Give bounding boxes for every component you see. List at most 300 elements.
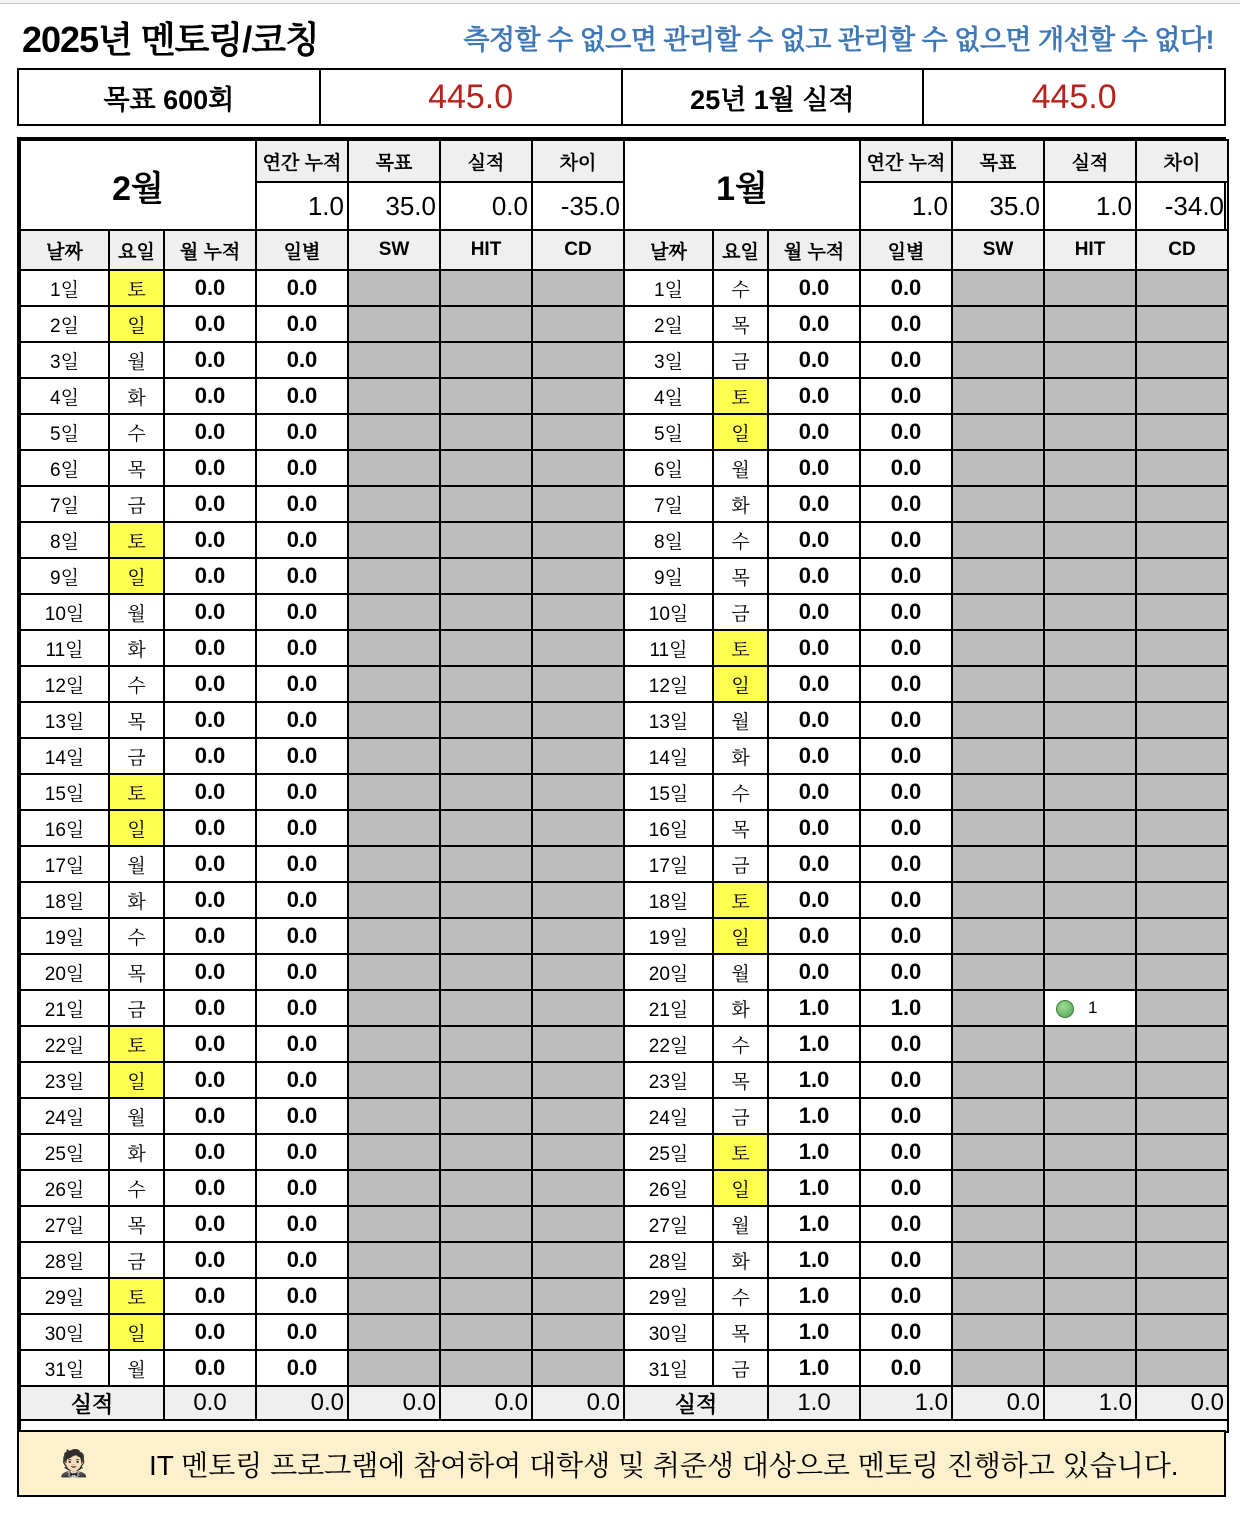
weekday-cell[interactable]: 수 (109, 666, 164, 702)
cd-cell[interactable] (1136, 1134, 1228, 1170)
date-cell[interactable]: 1일 (624, 270, 713, 306)
sw-cell[interactable] (348, 1170, 440, 1206)
weekday-cell[interactable]: 화 (713, 1242, 768, 1278)
weekday-cell[interactable]: 토 (109, 522, 164, 558)
month-cum-cell[interactable]: 0.0 (164, 450, 256, 486)
sw-cell[interactable] (348, 918, 440, 954)
hit-cell[interactable] (1044, 1278, 1136, 1314)
date-cell[interactable]: 4일 (20, 378, 109, 414)
date-cell[interactable]: 6일 (624, 450, 713, 486)
weekday-cell[interactable]: 금 (109, 990, 164, 1026)
daily-cell[interactable]: 0.0 (256, 1062, 348, 1098)
cd-cell[interactable] (532, 378, 624, 414)
daily-cell[interactable]: 0.0 (256, 738, 348, 774)
hit-cell[interactable] (440, 846, 532, 882)
weekday-cell[interactable]: 일 (109, 810, 164, 846)
hit-cell[interactable] (440, 342, 532, 378)
month-cum-cell[interactable]: 0.0 (768, 918, 860, 954)
month-cum-cell[interactable]: 0.0 (164, 738, 256, 774)
weekday-cell[interactable]: 수 (713, 522, 768, 558)
weekday-cell[interactable]: 화 (713, 738, 768, 774)
weekday-cell[interactable]: 금 (109, 1242, 164, 1278)
sw-cell[interactable] (952, 270, 1044, 306)
month-cum-cell[interactable]: 0.0 (164, 306, 256, 342)
actual-value[interactable]: 1.0 (1044, 182, 1136, 230)
date-cell[interactable]: 26일 (624, 1170, 713, 1206)
sw-cell[interactable] (348, 342, 440, 378)
cd-cell[interactable] (1136, 1314, 1228, 1350)
date-cell[interactable]: 6일 (20, 450, 109, 486)
date-cell[interactable]: 1일 (20, 270, 109, 306)
hit-cell[interactable] (1044, 1350, 1136, 1386)
cd-cell[interactable] (1136, 810, 1228, 846)
month-cum-cell[interactable]: 1.0 (768, 1098, 860, 1134)
daily-cell[interactable]: 0.0 (256, 342, 348, 378)
daily-cell[interactable]: 0.0 (860, 702, 952, 738)
month-cum-cell[interactable]: 1.0 (768, 1170, 860, 1206)
cd-cell[interactable] (1136, 270, 1228, 306)
date-cell[interactable]: 11일 (624, 630, 713, 666)
date-cell[interactable]: 25일 (624, 1134, 713, 1170)
sw-cell[interactable] (952, 450, 1044, 486)
daily-cell[interactable]: 0.0 (860, 918, 952, 954)
daily-cell[interactable]: 0.0 (860, 1026, 952, 1062)
date-cell[interactable]: 15일 (624, 774, 713, 810)
date-cell[interactable]: 11일 (20, 630, 109, 666)
hit-cell[interactable] (1044, 558, 1136, 594)
date-cell[interactable]: 29일 (20, 1278, 109, 1314)
sw-cell[interactable] (952, 810, 1044, 846)
target-value[interactable]: 35.0 (348, 182, 440, 230)
weekday-cell[interactable]: 월 (713, 1206, 768, 1242)
weekday-cell[interactable]: 목 (713, 1062, 768, 1098)
sw-cell[interactable] (952, 522, 1044, 558)
date-cell[interactable]: 16일 (624, 810, 713, 846)
month-cum-cell[interactable]: 1.0 (768, 1278, 860, 1314)
month-cum-cell[interactable]: 0.0 (164, 1098, 256, 1134)
date-cell[interactable]: 22일 (20, 1026, 109, 1062)
date-cell[interactable]: 23일 (20, 1062, 109, 1098)
date-cell[interactable]: 14일 (624, 738, 713, 774)
sw-cell[interactable] (348, 882, 440, 918)
sw-cell[interactable] (348, 486, 440, 522)
month-cum-cell[interactable]: 0.0 (768, 450, 860, 486)
weekday-cell[interactable]: 월 (109, 594, 164, 630)
weekday-cell[interactable]: 일 (109, 1314, 164, 1350)
cd-cell[interactable] (532, 882, 624, 918)
hit-cell[interactable] (440, 1062, 532, 1098)
weekday-cell[interactable]: 목 (109, 702, 164, 738)
month-cum-cell[interactable]: 0.0 (164, 882, 256, 918)
cd-cell[interactable] (532, 810, 624, 846)
hit-cell[interactable] (440, 450, 532, 486)
month-cum-cell[interactable]: 0.0 (164, 1314, 256, 1350)
month-cum-cell[interactable]: 0.0 (768, 630, 860, 666)
daily-cell[interactable]: 0.0 (860, 1206, 952, 1242)
sw-cell[interactable] (952, 414, 1044, 450)
cd-cell[interactable] (532, 450, 624, 486)
daily-cell[interactable]: 0.0 (860, 1170, 952, 1206)
hit-cell[interactable] (440, 378, 532, 414)
sw-cell[interactable] (952, 1026, 1044, 1062)
hit-cell[interactable] (1044, 1098, 1136, 1134)
month-cum-cell[interactable]: 1.0 (768, 1134, 860, 1170)
cd-cell[interactable] (532, 558, 624, 594)
sw-cell[interactable] (348, 630, 440, 666)
cd-cell[interactable] (532, 918, 624, 954)
cd-cell[interactable] (532, 738, 624, 774)
cd-cell[interactable] (1136, 666, 1228, 702)
date-cell[interactable]: 8일 (624, 522, 713, 558)
date-cell[interactable]: 24일 (20, 1098, 109, 1134)
cd-cell[interactable] (1136, 1026, 1228, 1062)
sw-cell[interactable] (348, 378, 440, 414)
daily-cell[interactable]: 0.0 (256, 810, 348, 846)
sw-cell[interactable] (348, 1206, 440, 1242)
cd-cell[interactable] (1136, 342, 1228, 378)
sw-cell[interactable] (348, 846, 440, 882)
weekday-cell[interactable]: 월 (109, 342, 164, 378)
month-cum-cell[interactable]: 0.0 (768, 594, 860, 630)
hit-cell[interactable] (1044, 306, 1136, 342)
month-cum-cell[interactable]: 0.0 (164, 846, 256, 882)
sw-cell[interactable] (952, 630, 1044, 666)
hit-cell[interactable] (440, 414, 532, 450)
date-cell[interactable]: 13일 (624, 702, 713, 738)
daily-cell[interactable]: 0.0 (256, 846, 348, 882)
date-cell[interactable]: 29일 (624, 1278, 713, 1314)
daily-cell[interactable]: 1.0 (860, 990, 952, 1026)
hit-cell[interactable] (1044, 414, 1136, 450)
cd-cell[interactable] (532, 1314, 624, 1350)
hit-cell[interactable] (1044, 630, 1136, 666)
cd-cell[interactable] (1136, 1350, 1228, 1386)
month-cum-cell[interactable]: 0.0 (164, 630, 256, 666)
sw-cell[interactable] (348, 522, 440, 558)
sw-cell[interactable] (348, 1098, 440, 1134)
result-value[interactable]: 445.0 (1031, 77, 1117, 116)
daily-cell[interactable]: 0.0 (256, 1278, 348, 1314)
weekday-cell[interactable]: 월 (713, 450, 768, 486)
weekday-cell[interactable]: 수 (109, 1170, 164, 1206)
hit-cell[interactable] (1044, 270, 1136, 306)
date-cell[interactable]: 27일 (624, 1206, 713, 1242)
daily-cell[interactable]: 0.0 (860, 954, 952, 990)
daily-cell[interactable]: 0.0 (860, 1278, 952, 1314)
month-cum-cell[interactable]: 0.0 (164, 1350, 256, 1386)
hit-cell[interactable] (1044, 1314, 1136, 1350)
cd-cell[interactable] (1136, 1206, 1228, 1242)
sw-cell[interactable] (952, 1314, 1044, 1350)
month-cum-cell[interactable]: 0.0 (164, 1170, 256, 1206)
month-cum-cell[interactable]: 0.0 (164, 486, 256, 522)
sw-cell[interactable] (952, 702, 1044, 738)
hit-cell[interactable] (1044, 594, 1136, 630)
cd-cell[interactable] (532, 594, 624, 630)
month-cum-cell[interactable]: 1.0 (768, 1242, 860, 1278)
month-cum-cell[interactable]: 0.0 (768, 486, 860, 522)
weekday-cell[interactable]: 월 (109, 1098, 164, 1134)
cd-cell[interactable] (532, 702, 624, 738)
sw-cell[interactable] (952, 954, 1044, 990)
sw-cell[interactable] (952, 558, 1044, 594)
date-cell[interactable]: 24일 (624, 1098, 713, 1134)
month-cum-cell[interactable]: 1.0 (768, 1062, 860, 1098)
daily-cell[interactable]: 0.0 (860, 810, 952, 846)
sw-cell[interactable] (348, 666, 440, 702)
month-cum-cell[interactable]: 0.0 (164, 810, 256, 846)
sw-cell[interactable] (952, 1350, 1044, 1386)
date-cell[interactable]: 18일 (624, 882, 713, 918)
sw-cell[interactable] (952, 1098, 1044, 1134)
date-cell[interactable]: 3일 (20, 342, 109, 378)
hit-cell[interactable] (440, 1098, 532, 1134)
cd-cell[interactable] (532, 342, 624, 378)
hit-cell[interactable] (1044, 1062, 1136, 1098)
month-cum-cell[interactable]: 0.0 (164, 666, 256, 702)
sw-cell[interactable] (348, 306, 440, 342)
hit-cell[interactable] (1044, 1026, 1136, 1062)
date-cell[interactable]: 17일 (20, 846, 109, 882)
weekday-cell[interactable]: 화 (713, 990, 768, 1026)
sw-cell[interactable] (952, 918, 1044, 954)
weekday-cell[interactable]: 일 (713, 414, 768, 450)
weekday-cell[interactable]: 화 (109, 630, 164, 666)
sw-cell[interactable] (348, 774, 440, 810)
sw-cell[interactable] (952, 342, 1044, 378)
weekday-cell[interactable]: 수 (713, 270, 768, 306)
hit-cell[interactable] (440, 810, 532, 846)
hit-cell[interactable] (440, 918, 532, 954)
daily-cell[interactable]: 0.0 (860, 846, 952, 882)
cd-cell[interactable] (532, 846, 624, 882)
month-cum-cell[interactable]: 0.0 (164, 522, 256, 558)
date-cell[interactable]: 31일 (20, 1350, 109, 1386)
hit-cell[interactable] (1044, 378, 1136, 414)
month-cum-cell[interactable]: 1.0 (768, 990, 860, 1026)
month-cum-cell[interactable]: 0.0 (768, 342, 860, 378)
sw-cell[interactable] (348, 990, 440, 1026)
cd-cell[interactable] (532, 414, 624, 450)
cd-cell[interactable] (532, 1134, 624, 1170)
daily-cell[interactable]: 0.0 (860, 666, 952, 702)
weekday-cell[interactable]: 월 (109, 1350, 164, 1386)
date-cell[interactable]: 30일 (20, 1314, 109, 1350)
hit-cell[interactable] (1044, 774, 1136, 810)
month-cum-cell[interactable]: 0.0 (164, 954, 256, 990)
month-cum-cell[interactable]: 0.0 (164, 378, 256, 414)
daily-cell[interactable]: 0.0 (256, 702, 348, 738)
weekday-cell[interactable]: 토 (713, 1134, 768, 1170)
cd-cell[interactable] (1136, 594, 1228, 630)
weekday-cell[interactable]: 목 (713, 558, 768, 594)
daily-cell[interactable]: 0.0 (256, 918, 348, 954)
cd-cell[interactable] (532, 1098, 624, 1134)
weekday-cell[interactable]: 토 (713, 378, 768, 414)
hit-cell[interactable] (440, 630, 532, 666)
month-cum-cell[interactable]: 0.0 (164, 558, 256, 594)
cd-cell[interactable] (1136, 1242, 1228, 1278)
date-cell[interactable]: 7일 (624, 486, 713, 522)
daily-cell[interactable]: 0.0 (256, 270, 348, 306)
cd-cell[interactable] (532, 1206, 624, 1242)
date-cell[interactable]: 5일 (20, 414, 109, 450)
cd-cell[interactable] (532, 774, 624, 810)
daily-cell[interactable]: 0.0 (256, 306, 348, 342)
sw-cell[interactable] (348, 1314, 440, 1350)
weekday-cell[interactable]: 금 (713, 594, 768, 630)
hit-cell[interactable] (440, 954, 532, 990)
sw-cell[interactable] (348, 1026, 440, 1062)
cd-cell[interactable] (1136, 558, 1228, 594)
hit-cell[interactable] (1044, 954, 1136, 990)
month-cum-cell[interactable]: 0.0 (768, 954, 860, 990)
sw-cell[interactable] (348, 1134, 440, 1170)
date-cell[interactable]: 26일 (20, 1170, 109, 1206)
weekday-cell[interactable]: 화 (713, 486, 768, 522)
hit-cell[interactable] (1044, 702, 1136, 738)
sw-cell[interactable] (952, 774, 1044, 810)
cd-cell[interactable] (1136, 918, 1228, 954)
date-cell[interactable]: 4일 (624, 378, 713, 414)
hit-cell[interactable] (440, 774, 532, 810)
sw-cell[interactable] (952, 378, 1044, 414)
date-cell[interactable]: 22일 (624, 1026, 713, 1062)
hit-cell[interactable] (440, 1134, 532, 1170)
sw-cell[interactable] (348, 1062, 440, 1098)
weekday-cell[interactable]: 금 (713, 846, 768, 882)
daily-cell[interactable]: 0.0 (860, 522, 952, 558)
daily-cell[interactable]: 0.0 (860, 630, 952, 666)
month-cum-cell[interactable]: 0.0 (768, 846, 860, 882)
month-cum-cell[interactable]: 0.0 (164, 1026, 256, 1062)
cd-cell[interactable] (1136, 306, 1228, 342)
daily-cell[interactable]: 0.0 (256, 378, 348, 414)
hit-cell[interactable] (440, 702, 532, 738)
sw-cell[interactable] (952, 594, 1044, 630)
sw-cell[interactable] (348, 738, 440, 774)
sw-cell[interactable] (952, 1206, 1044, 1242)
weekday-cell[interactable]: 수 (713, 1026, 768, 1062)
sw-cell[interactable] (348, 1350, 440, 1386)
weekday-cell[interactable]: 목 (109, 954, 164, 990)
goal-value[interactable]: 445.0 (428, 77, 514, 116)
hit-cell[interactable] (1044, 918, 1136, 954)
sw-cell[interactable] (952, 1278, 1044, 1314)
hit-cell[interactable] (1044, 522, 1136, 558)
hit-cell[interactable] (440, 1350, 532, 1386)
cd-cell[interactable] (1136, 486, 1228, 522)
cd-cell[interactable] (1136, 414, 1228, 450)
hit-cell[interactable] (1044, 1134, 1136, 1170)
month-cum-cell[interactable]: 0.0 (164, 1062, 256, 1098)
weekday-cell[interactable]: 일 (109, 306, 164, 342)
hit-cell[interactable] (440, 882, 532, 918)
date-cell[interactable]: 28일 (20, 1242, 109, 1278)
diff-value[interactable]: -34.0 (1136, 182, 1228, 230)
month-cum-cell[interactable]: 0.0 (768, 306, 860, 342)
month-cum-cell[interactable]: 0.0 (768, 378, 860, 414)
hit-cell[interactable] (440, 1242, 532, 1278)
date-cell[interactable]: 15일 (20, 774, 109, 810)
month-cum-cell[interactable]: 0.0 (164, 594, 256, 630)
sw-cell[interactable] (952, 1062, 1044, 1098)
month-cum-cell[interactable]: 0.0 (164, 1278, 256, 1314)
date-cell[interactable]: 25일 (20, 1134, 109, 1170)
month-cum-cell[interactable]: 0.0 (164, 990, 256, 1026)
cd-cell[interactable] (532, 1350, 624, 1386)
daily-cell[interactable]: 0.0 (860, 558, 952, 594)
cd-cell[interactable] (1136, 1170, 1228, 1206)
daily-cell[interactable]: 0.0 (860, 738, 952, 774)
month-cum-cell[interactable]: 0.0 (768, 774, 860, 810)
daily-cell[interactable]: 0.0 (256, 1098, 348, 1134)
sw-cell[interactable] (952, 882, 1044, 918)
cd-cell[interactable] (532, 1170, 624, 1206)
daily-cell[interactable]: 0.0 (256, 1242, 348, 1278)
date-cell[interactable]: 31일 (624, 1350, 713, 1386)
month-cum-cell[interactable]: 0.0 (164, 918, 256, 954)
cd-cell[interactable] (1136, 846, 1228, 882)
hit-cell[interactable] (440, 666, 532, 702)
date-cell[interactable]: 19일 (20, 918, 109, 954)
date-cell[interactable]: 9일 (624, 558, 713, 594)
weekday-cell[interactable]: 수 (109, 918, 164, 954)
month-cum-cell[interactable]: 0.0 (768, 666, 860, 702)
sw-cell[interactable] (348, 702, 440, 738)
cd-cell[interactable] (1136, 990, 1228, 1026)
month-cum-cell[interactable]: 0.0 (768, 738, 860, 774)
daily-cell[interactable]: 0.0 (256, 1026, 348, 1062)
month-cum-cell[interactable]: 0.0 (164, 1242, 256, 1278)
annual-cum-value[interactable]: 1.0 (860, 182, 952, 230)
daily-cell[interactable]: 0.0 (256, 522, 348, 558)
sw-cell[interactable] (348, 954, 440, 990)
daily-cell[interactable]: 0.0 (860, 882, 952, 918)
daily-cell[interactable]: 0.0 (860, 1098, 952, 1134)
cd-cell[interactable] (1136, 378, 1228, 414)
month-cum-cell[interactable]: 0.0 (768, 810, 860, 846)
hit-cell[interactable] (440, 738, 532, 774)
hit-cell[interactable] (440, 1170, 532, 1206)
hit-cell[interactable] (1044, 450, 1136, 486)
hit-cell[interactable] (1044, 846, 1136, 882)
weekday-cell[interactable]: 월 (713, 954, 768, 990)
sw-cell[interactable] (348, 414, 440, 450)
daily-cell[interactable]: 0.0 (256, 1170, 348, 1206)
hit-cell[interactable] (440, 1206, 532, 1242)
cd-cell[interactable] (532, 270, 624, 306)
month-cum-cell[interactable]: 0.0 (164, 270, 256, 306)
weekday-cell[interactable]: 수 (713, 774, 768, 810)
target-value[interactable]: 35.0 (952, 182, 1044, 230)
month-cum-cell[interactable]: 0.0 (768, 270, 860, 306)
month-cum-cell[interactable]: 0.0 (164, 1206, 256, 1242)
month-cum-cell[interactable]: 1.0 (768, 1314, 860, 1350)
daily-cell[interactable]: 0.0 (860, 486, 952, 522)
date-cell[interactable]: 7일 (20, 486, 109, 522)
weekday-cell[interactable]: 금 (713, 342, 768, 378)
daily-cell[interactable]: 0.0 (256, 1206, 348, 1242)
weekday-cell[interactable]: 금 (109, 486, 164, 522)
hit-cell[interactable] (1044, 990, 1136, 1026)
hit-cell[interactable] (1044, 342, 1136, 378)
weekday-cell[interactable]: 토 (109, 1026, 164, 1062)
date-cell[interactable]: 5일 (624, 414, 713, 450)
daily-cell[interactable]: 0.0 (860, 270, 952, 306)
weekday-cell[interactable]: 토 (109, 270, 164, 306)
hit-cell[interactable] (440, 990, 532, 1026)
